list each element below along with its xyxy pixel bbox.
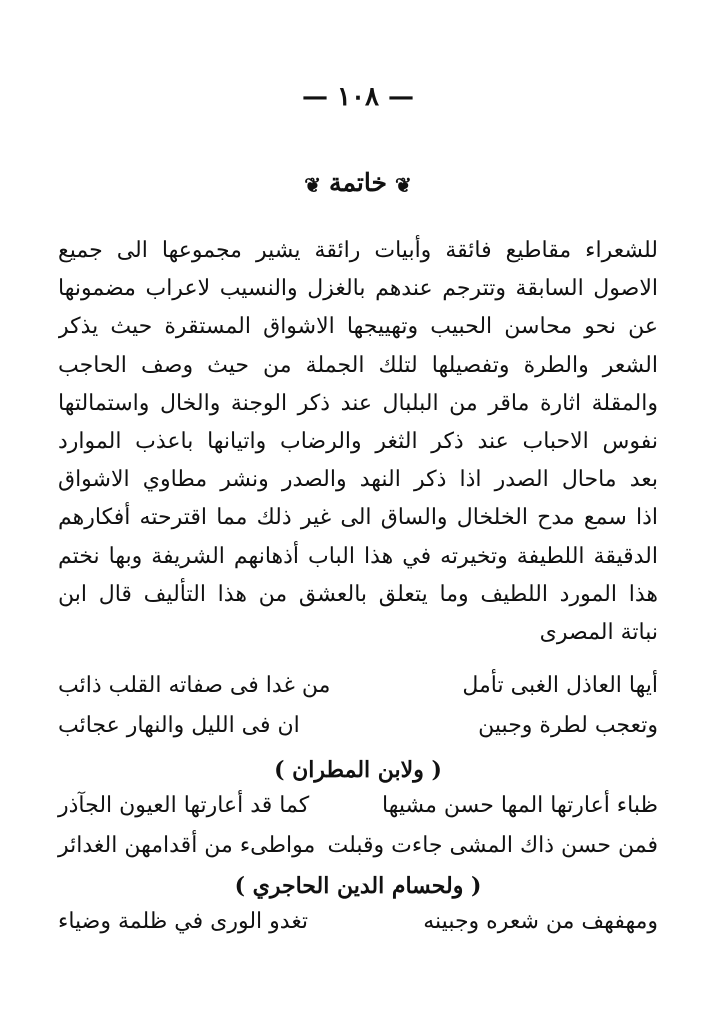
verse-second-hemistich: من غدا فى صفاته القلب ذائب [58, 673, 331, 698]
prose-line: هذا المورد اللطيف وما يتعلق بالعشق من هذا التأليف قال ابن [58, 581, 658, 607]
verse-group-1 [58, 666, 658, 746]
verse-line [58, 786, 658, 826]
verse-group-3 [58, 902, 658, 942]
verse-second-hemistich: كما قد أعارتها العيون الجآذر [58, 793, 310, 818]
prose-line: عن نحو محاسن الحبيب وتهييجها الاشواق المستقرة حيث يذكر [58, 314, 658, 340]
prose-line: الاصول السابقة وتترجم عندهم بالغزل والنسيب لاعراب مضمونها [58, 276, 658, 302]
verse-first-hemistich: أيها العاذل الغبى تأمل [462, 673, 658, 698]
verse-line [58, 902, 658, 942]
prose-line: نفوس الاحباب عند ذكر الثغر والرضاب واتيانها باعذب الموارد [58, 428, 658, 454]
verse-line [58, 826, 658, 866]
section-title [0, 168, 716, 197]
verse-second-hemistich: تغدو الورى في ظلمة وضياء [58, 909, 309, 934]
verse-second-hemistich: مواطىء من أقدامهن الغدائر [58, 833, 316, 858]
prose-line: اذا سمع مدح الخلخال والساق الى غير ذلك مما اقترحته أفكارهم [58, 505, 658, 531]
prose-line: الدقيقة اللطيفة وتخيرته في هذا الباب أذهانهم الشريفة وبها نختم [58, 543, 658, 569]
verse-first-hemistich: ومهفهف من شعره وجبينه [423, 909, 658, 934]
poet-heading: ( ولابن المطران ) [274, 757, 442, 783]
section-title-text: خاتمة [329, 168, 387, 197]
verse-first-hemistich: فمن حسن ذاك المشى جاءت وقبلت [327, 833, 658, 858]
prose-line: نباتة المصرى [539, 619, 658, 645]
prose-line: بعد ماحال الصدر اذا ذكر النهد والصدر ونشر مطاوي الاشواق [58, 467, 658, 493]
verse-second-hemistich: ان فى الليل والنهار عجائب [58, 713, 300, 738]
page-number: — ١٠٨ — [301, 82, 415, 112]
prose-paragraph [58, 232, 658, 652]
prose-line: الشعر والطرة وتفصيلها لتلك الجملة من حيث وصف الحاجب [58, 352, 658, 378]
verse-group-2 [58, 786, 658, 866]
prose-line: للشعراء مقاطيع فائقة وأبيات رائقة يشير مجموعها الى جميع [58, 238, 658, 263]
verse-first-hemistich: وتعجب لطرة وجبين [478, 713, 658, 738]
verse-line [58, 666, 658, 706]
ornament-right-icon: ❦ [394, 172, 412, 197]
prose-line: والمقلة اثارة ماقر من البلبال عند ذكر الوجنة والخال واستمالتها [58, 390, 658, 416]
verse-first-hemistich: ظباء أعارتها المها حسن مشيها [382, 793, 658, 818]
ornament-left-icon: ❦ [304, 172, 322, 197]
poet-heading: ( ولحسام الدين الحاجري ) [234, 873, 482, 899]
verse-line [58, 706, 658, 746]
